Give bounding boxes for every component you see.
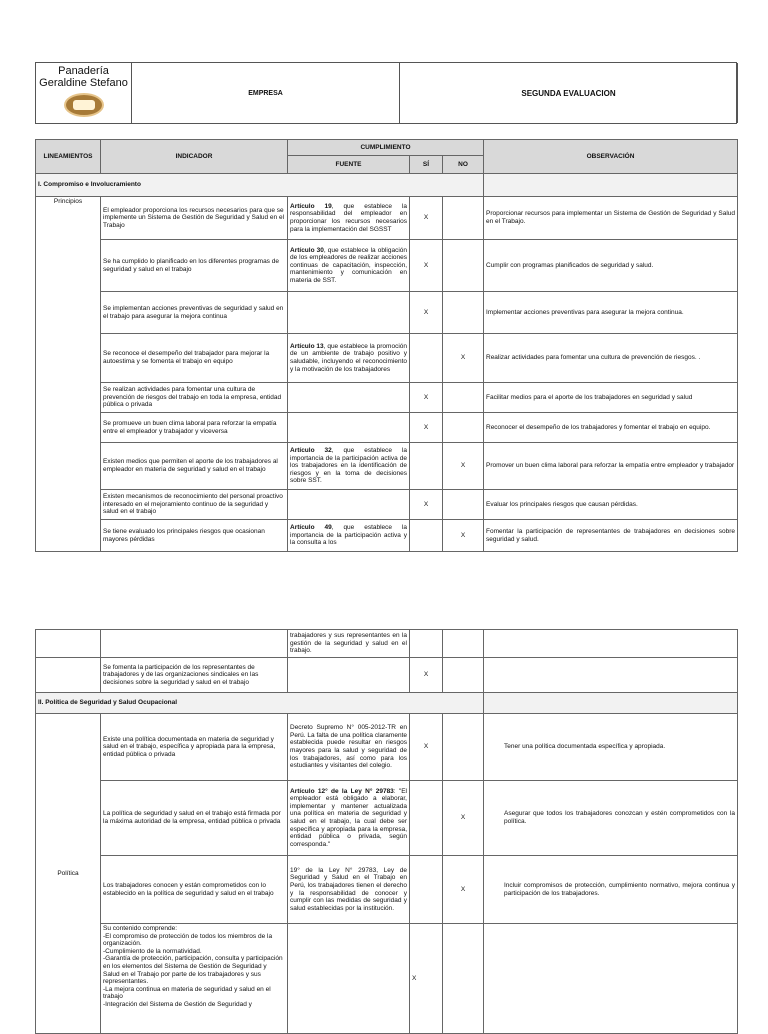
table-row	[36, 240, 738, 292]
no-mark: X	[443, 781, 484, 856]
no-mark	[443, 413, 484, 443]
indicador-cell: Se reconoce el desempeño del trabajador para mejorar la autoestima y se fomenta el trabajo en equipo	[101, 334, 288, 383]
indicador-cell: Se implementan acciones preventivas de seguridad y salud en el trabajo para asegurar la mejora continua	[101, 292, 288, 334]
no-mark: X	[443, 520, 484, 552]
fuente-cell	[288, 334, 410, 383]
col-observacion: OBSERVACIÓN	[484, 140, 738, 174]
col-cumplimiento: CUMPLIMIENTO	[288, 140, 484, 156]
si-mark: X	[410, 924, 443, 1034]
indicador-cell: Existe una política documentada en materia de seguridad y salud en el trabajo, específica y apropiada para la empresa, entidad pública o privada	[101, 714, 288, 781]
fuente-cell	[288, 856, 410, 924]
table-row	[36, 334, 738, 383]
si-mark: X	[410, 658, 443, 693]
indicador-cell: La política de seguridad y salud en el trabajo está firmada por la máxima autoridad de la empresa, entidad pública o privada	[101, 781, 288, 856]
fuente-text: 19° de la Ley N° 29783, Ley de Seguridad y Salud en el Trabajo en Perú, los trabajadores tienen el derecho y la responsabilidad de conocer y cumplir con las medidas de seguridad y salud establecidas por la institución.	[290, 866, 407, 912]
evaluation-title: SEGUNDA EVALUACION	[400, 63, 738, 123]
indicador-cell: Se realizan actividades para fomentar una cultura de prevención de riesgos del trabajo en toda la empresa, entidad pública o privada	[101, 383, 288, 413]
company-name: Panadería Geraldine Stefano	[39, 65, 128, 89]
fuente-cell	[288, 714, 410, 781]
section-title-politica: II. Política de Seguridad y Salud Ocupacional	[36, 693, 484, 714]
fuente-cell	[288, 520, 410, 552]
table-row	[36, 443, 738, 490]
observacion-cell: Reconocer el desempeño de los trabajadores y fomentar el trabajo en equipo.	[484, 413, 738, 443]
empresa-label: EMPRESA	[132, 63, 400, 123]
fuente-article: Artículo 49	[290, 524, 332, 532]
observacion-cell: Proporcionar recursos para implementar un Sistema de Gestión de Seguridad y Salud en el Trabajo.	[484, 197, 738, 240]
contenido-item: -Cumplimiento de la normatividad.	[103, 947, 202, 955]
contenido-cell	[101, 924, 288, 1034]
observacion-cell: Facilitar medios para el aporte de los trabajadores en seguridad y salud	[484, 383, 738, 413]
fuente-text: , que establece la responsabilidad del empleador en proporcionar los recursos necesarios para la implementación del SGSST	[290, 202, 408, 233]
si-mark: X	[410, 240, 443, 292]
table-row	[36, 383, 738, 413]
evaluation-table-page-1	[35, 139, 738, 552]
company-logo-cell	[36, 63, 132, 123]
no-mark	[443, 714, 484, 781]
fuente-cell	[288, 240, 410, 292]
contenido-item: -Integración del Sistema de Gestión de Seguridad y	[103, 1000, 252, 1008]
table-row	[36, 292, 738, 334]
fuente-cell: trabajadores y sus representantes en la gestión de la seguridad y salud en el trabajo.	[288, 630, 410, 658]
indicador-cell: Existen mecanismos de reconocimiento del personal proactivo interesado en el mejoramiento continuo de la seguridad y salud en el trabajo	[101, 490, 288, 520]
col-si: SÍ	[410, 156, 443, 174]
si-mark	[410, 856, 443, 924]
no-mark	[443, 490, 484, 520]
observacion-cell: Evaluar los principales riesgos que causan pérdidas.	[484, 490, 738, 520]
si-mark: X	[410, 292, 443, 334]
contenido-item: -La mejora continua en materia de seguridad y salud en el trabajo	[103, 985, 271, 1001]
indicador-cell: Existen medios que permiten el aporte de los trabajadores al empleador en materia de seguridad y salud en el trabajo	[101, 443, 288, 490]
table-row	[36, 714, 738, 781]
si-mark	[410, 334, 443, 383]
fuente-text: , que establece la importancia de la participación activa de los trabajadores en la identificación de riesgos y en la toma de decisiones sobre SST.	[290, 447, 408, 485]
col-no: NO	[443, 156, 484, 174]
table-row	[36, 856, 738, 924]
si-mark: X	[410, 383, 443, 413]
table-row	[36, 781, 738, 856]
col-fuente: FUENTE	[288, 156, 410, 174]
indicador-cell: Se ha cumplido lo planificado en los diferentes programas de seguridad y salud en el trabajo	[101, 240, 288, 292]
col-lineamientos: LINEAMIENTOS	[36, 140, 101, 174]
section-title-compromiso: I. Compromiso e Involucramiento	[36, 174, 484, 197]
fuente-cell	[288, 781, 410, 856]
fuente-text: , que establece la importancia de la participación activa y la consulta a los	[290, 524, 408, 547]
table-row	[36, 520, 738, 552]
si-mark	[410, 520, 443, 552]
si-mark: X	[410, 714, 443, 781]
observacion-cell: Fomentar la participación de representantes de trabajadores en decisiones sobre seguridad y salud.	[484, 520, 738, 552]
si-mark: X	[410, 197, 443, 240]
table-row	[36, 924, 738, 1034]
fuente-cell	[288, 443, 410, 490]
lineamiento-cell: Principios	[36, 197, 101, 552]
table-row	[36, 197, 738, 240]
observacion-cell: Promover un buen clima laboral para reforzar la empatía entre empleador y trabajador	[484, 443, 738, 490]
fuente-article: Artículo 19	[290, 202, 332, 210]
fuente-text: , que establece la promoción de un ambiente de trabajo positivo y saludable, incluyendo el reconocimiento y la motivación de los trabajadores	[290, 342, 408, 373]
fuente-cell	[288, 413, 410, 443]
fuente-article: Artículo 13	[290, 342, 324, 350]
observacion-cell: Realizar actividades para fomentar una cultura de prevención de riesgos. .	[484, 334, 738, 383]
lineamiento-cell: Política	[36, 714, 101, 1034]
bakery-logo-icon	[64, 93, 104, 117]
si-mark	[410, 781, 443, 856]
fuente-article: Artículo 30	[290, 246, 324, 254]
evaluation-table-page-2	[35, 629, 738, 1034]
contenido-item: -El compromiso de protección de todos los miembros de la organización.	[103, 932, 273, 948]
table-row	[36, 490, 738, 520]
si-mark	[410, 443, 443, 490]
no-mark	[443, 383, 484, 413]
fuente-cell	[288, 197, 410, 240]
observacion-cell: Asegurar que todos los trabajadores conozcan y estén comprometidos con la política.	[484, 781, 738, 856]
fuente-article: Artículo 12° de la Ley N° 29783	[290, 787, 394, 795]
fuente-cell	[288, 292, 410, 334]
si-mark: X	[410, 413, 443, 443]
no-mark	[443, 240, 484, 292]
fuente-cell	[288, 490, 410, 520]
no-mark: X	[443, 443, 484, 490]
no-mark	[443, 197, 484, 240]
observacion-cell: Tener una política documentada específica y apropiada.	[484, 714, 738, 781]
indicador-cell: Los trabajadores conocen y están comprometidos con lo establecido en la política de seguridad y salud en el trabajo	[101, 856, 288, 924]
observacion-cell: Incluir compromisos de protección, cumplimiento normativo, mejora continua y participación de los trabajadores.	[484, 856, 738, 924]
fuente-cell	[288, 383, 410, 413]
indicador-cell: El empleador proporciona los recursos necesarios para que se implemente un Sistema de Gestión de Seguridad y Salud en el Trabajo	[101, 197, 288, 240]
observacion-cell: Cumplir con programas planificados de seguridad y salud.	[484, 240, 738, 292]
fuente-text: : "El empleador está obligado a elaborar, implementar y mantener actualizada una política en materia de seguridad y salud en el trabajo, la cual debe ser específica y apropiada para la empresa, entidad pública o privada, según corresponda."	[290, 787, 407, 848]
no-mark: X	[443, 856, 484, 924]
contenido-item: -Garantía de protección, participación, consulta y participación en los elementos del Sistema de Gestión de Seguridad y Salud en el Trabajo por parte de los trabajadores y sus representantes.	[103, 955, 283, 986]
contenido-heading: Su contenido comprende:	[103, 925, 178, 932]
table-row	[36, 413, 738, 443]
no-mark	[443, 292, 484, 334]
indicador-cell: Se fomenta la participación de los representantes de trabajadores y de las organizaciones sindicales en las decisiones sobre la seguridad y salud en el trabajo	[101, 658, 288, 693]
fuente-article: Artículo 32	[290, 447, 332, 455]
document-header	[35, 62, 737, 124]
fuente-text: , que establece la obligación de los empleadores de realizar acciones continuas de capacitación, inspección, mantenimiento y comunicación en materia de SST.	[290, 246, 408, 284]
si-mark: X	[410, 490, 443, 520]
indicador-cell: Se promueve un buen clima laboral para reforzar la empatía entre el empleador y trabajador y viceversa	[101, 413, 288, 443]
col-indicador: INDICADOR	[101, 140, 288, 174]
no-mark: X	[443, 334, 484, 383]
indicador-cell: Se tiene evaluado los principales riesgos que ocasionan mayores pérdidas	[101, 520, 288, 552]
fuente-text: Decreto Supremo N° 005-2012-TR en Perú. La falta de una política claramente establecida puede resultar en riesgos mayores para la salud y seguridad de los trabajadores, así como para los estudiantes y visitantes del colegio.	[290, 724, 407, 770]
observacion-cell: Implementar acciones preventivas para asegurar la mejora continua.	[484, 292, 738, 334]
